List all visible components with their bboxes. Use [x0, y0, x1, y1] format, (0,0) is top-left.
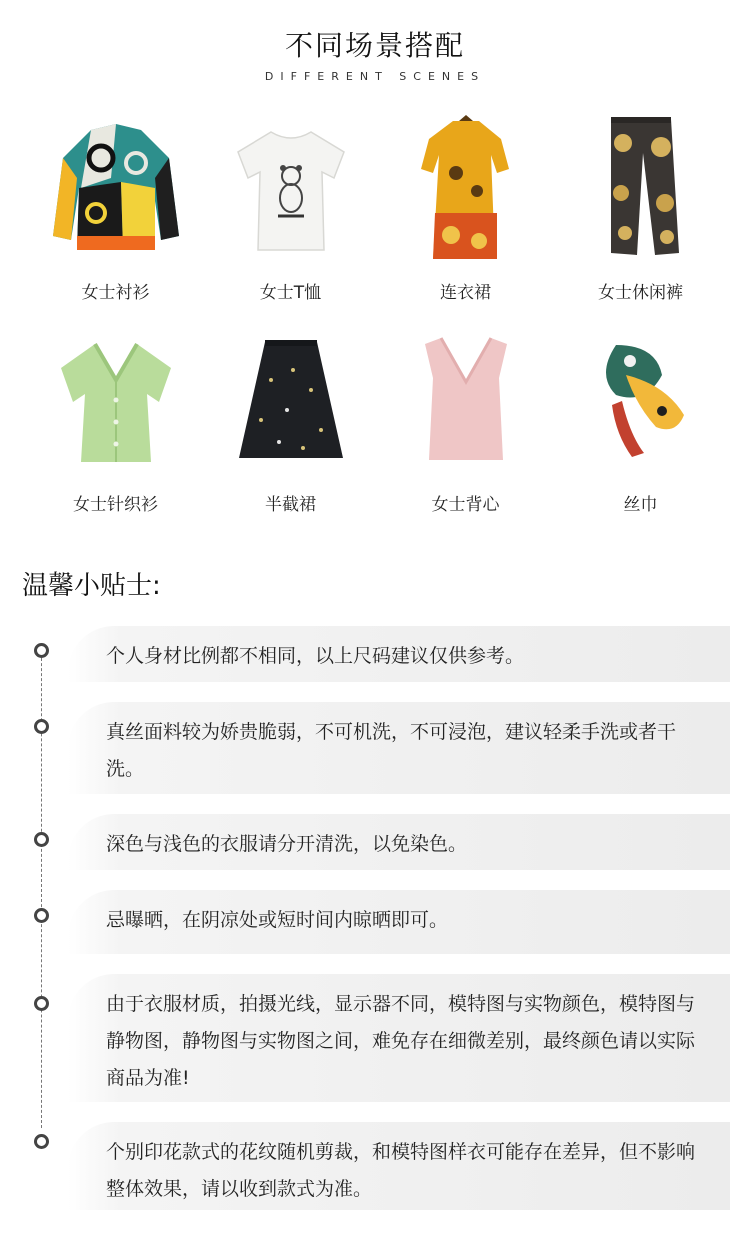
white-tshirt-image: [211, 108, 371, 268]
tip-text: 个人身材比例都不相同，以上尺码建议仅供参考。: [106, 645, 525, 667]
tip-card: [68, 974, 730, 1102]
tip-card: [68, 814, 730, 870]
tip-text: 个别印花款式的花纹随机剪裁，和模特图样衣可能存在差异，但不影响整体效果，请以收到款式为准。: [106, 1141, 696, 1200]
timeline-dot-icon: [34, 1134, 49, 1149]
tip-card: [68, 702, 730, 794]
product-grid: [28, 108, 728, 532]
product-label: 丝巾: [623, 495, 658, 515]
section-subtitle: DIFFERENT SCENES: [264, 70, 486, 83]
tip-text: 真丝面料较为娇贵脆弱，不可机洗，不可浸泡，建议轻柔手洗或者干洗。: [106, 721, 677, 780]
product-item[interactable]: [28, 320, 203, 532]
timeline-dot-icon: [34, 832, 49, 847]
product-item[interactable]: [378, 108, 553, 320]
tip-text: 深色与浅色的衣服请分开清洗，以免染色。: [106, 833, 468, 855]
product-label: 女士针织衫: [73, 495, 158, 515]
printed-blouse-image: [36, 108, 196, 268]
knit-cardigan-image: [36, 320, 196, 480]
silk-scarf-image: [561, 320, 721, 480]
product-label: 连衣裙: [440, 283, 491, 303]
casual-pants-image: [561, 108, 721, 268]
tip-text: 忌曝晒，在阴凉处或短时间内晾晒即可。: [106, 909, 449, 931]
section-header: [0, 28, 750, 84]
tip-card: [68, 1122, 730, 1210]
product-item[interactable]: [203, 320, 378, 532]
tips-title: 温馨小贴士:: [22, 571, 161, 601]
tip-card: [68, 890, 730, 954]
product-label: 半截裙: [265, 495, 316, 515]
product-item[interactable]: [553, 108, 728, 320]
timeline-dot-icon: [34, 719, 49, 734]
product-item[interactable]: [553, 320, 728, 532]
timeline-dot-icon: [34, 643, 49, 658]
midi-skirt-image: [211, 320, 371, 480]
tip-text: 由于衣服材质，拍摄光线，显示器不同，模特图与实物颜色，模特图与静物图，静物图与实物图之间，难免存在细微差别，最终颜色请以实际商品为准!: [106, 993, 696, 1089]
product-label: 女士衬衫: [81, 283, 150, 303]
product-item[interactable]: [28, 108, 203, 320]
timeline-dot-icon: [34, 996, 49, 1011]
yellow-dress-image: [386, 108, 546, 268]
product-label: 女士T恤: [259, 283, 322, 303]
tip-card: [68, 626, 730, 682]
product-item[interactable]: [203, 108, 378, 320]
section-title: 不同场景搭配: [284, 29, 465, 62]
product-label: 女士背心: [431, 495, 500, 515]
timeline-dot-icon: [34, 908, 49, 923]
pink-vest-image: [386, 320, 546, 480]
product-label: 女士休闲裤: [598, 283, 683, 303]
product-item[interactable]: [378, 320, 553, 532]
